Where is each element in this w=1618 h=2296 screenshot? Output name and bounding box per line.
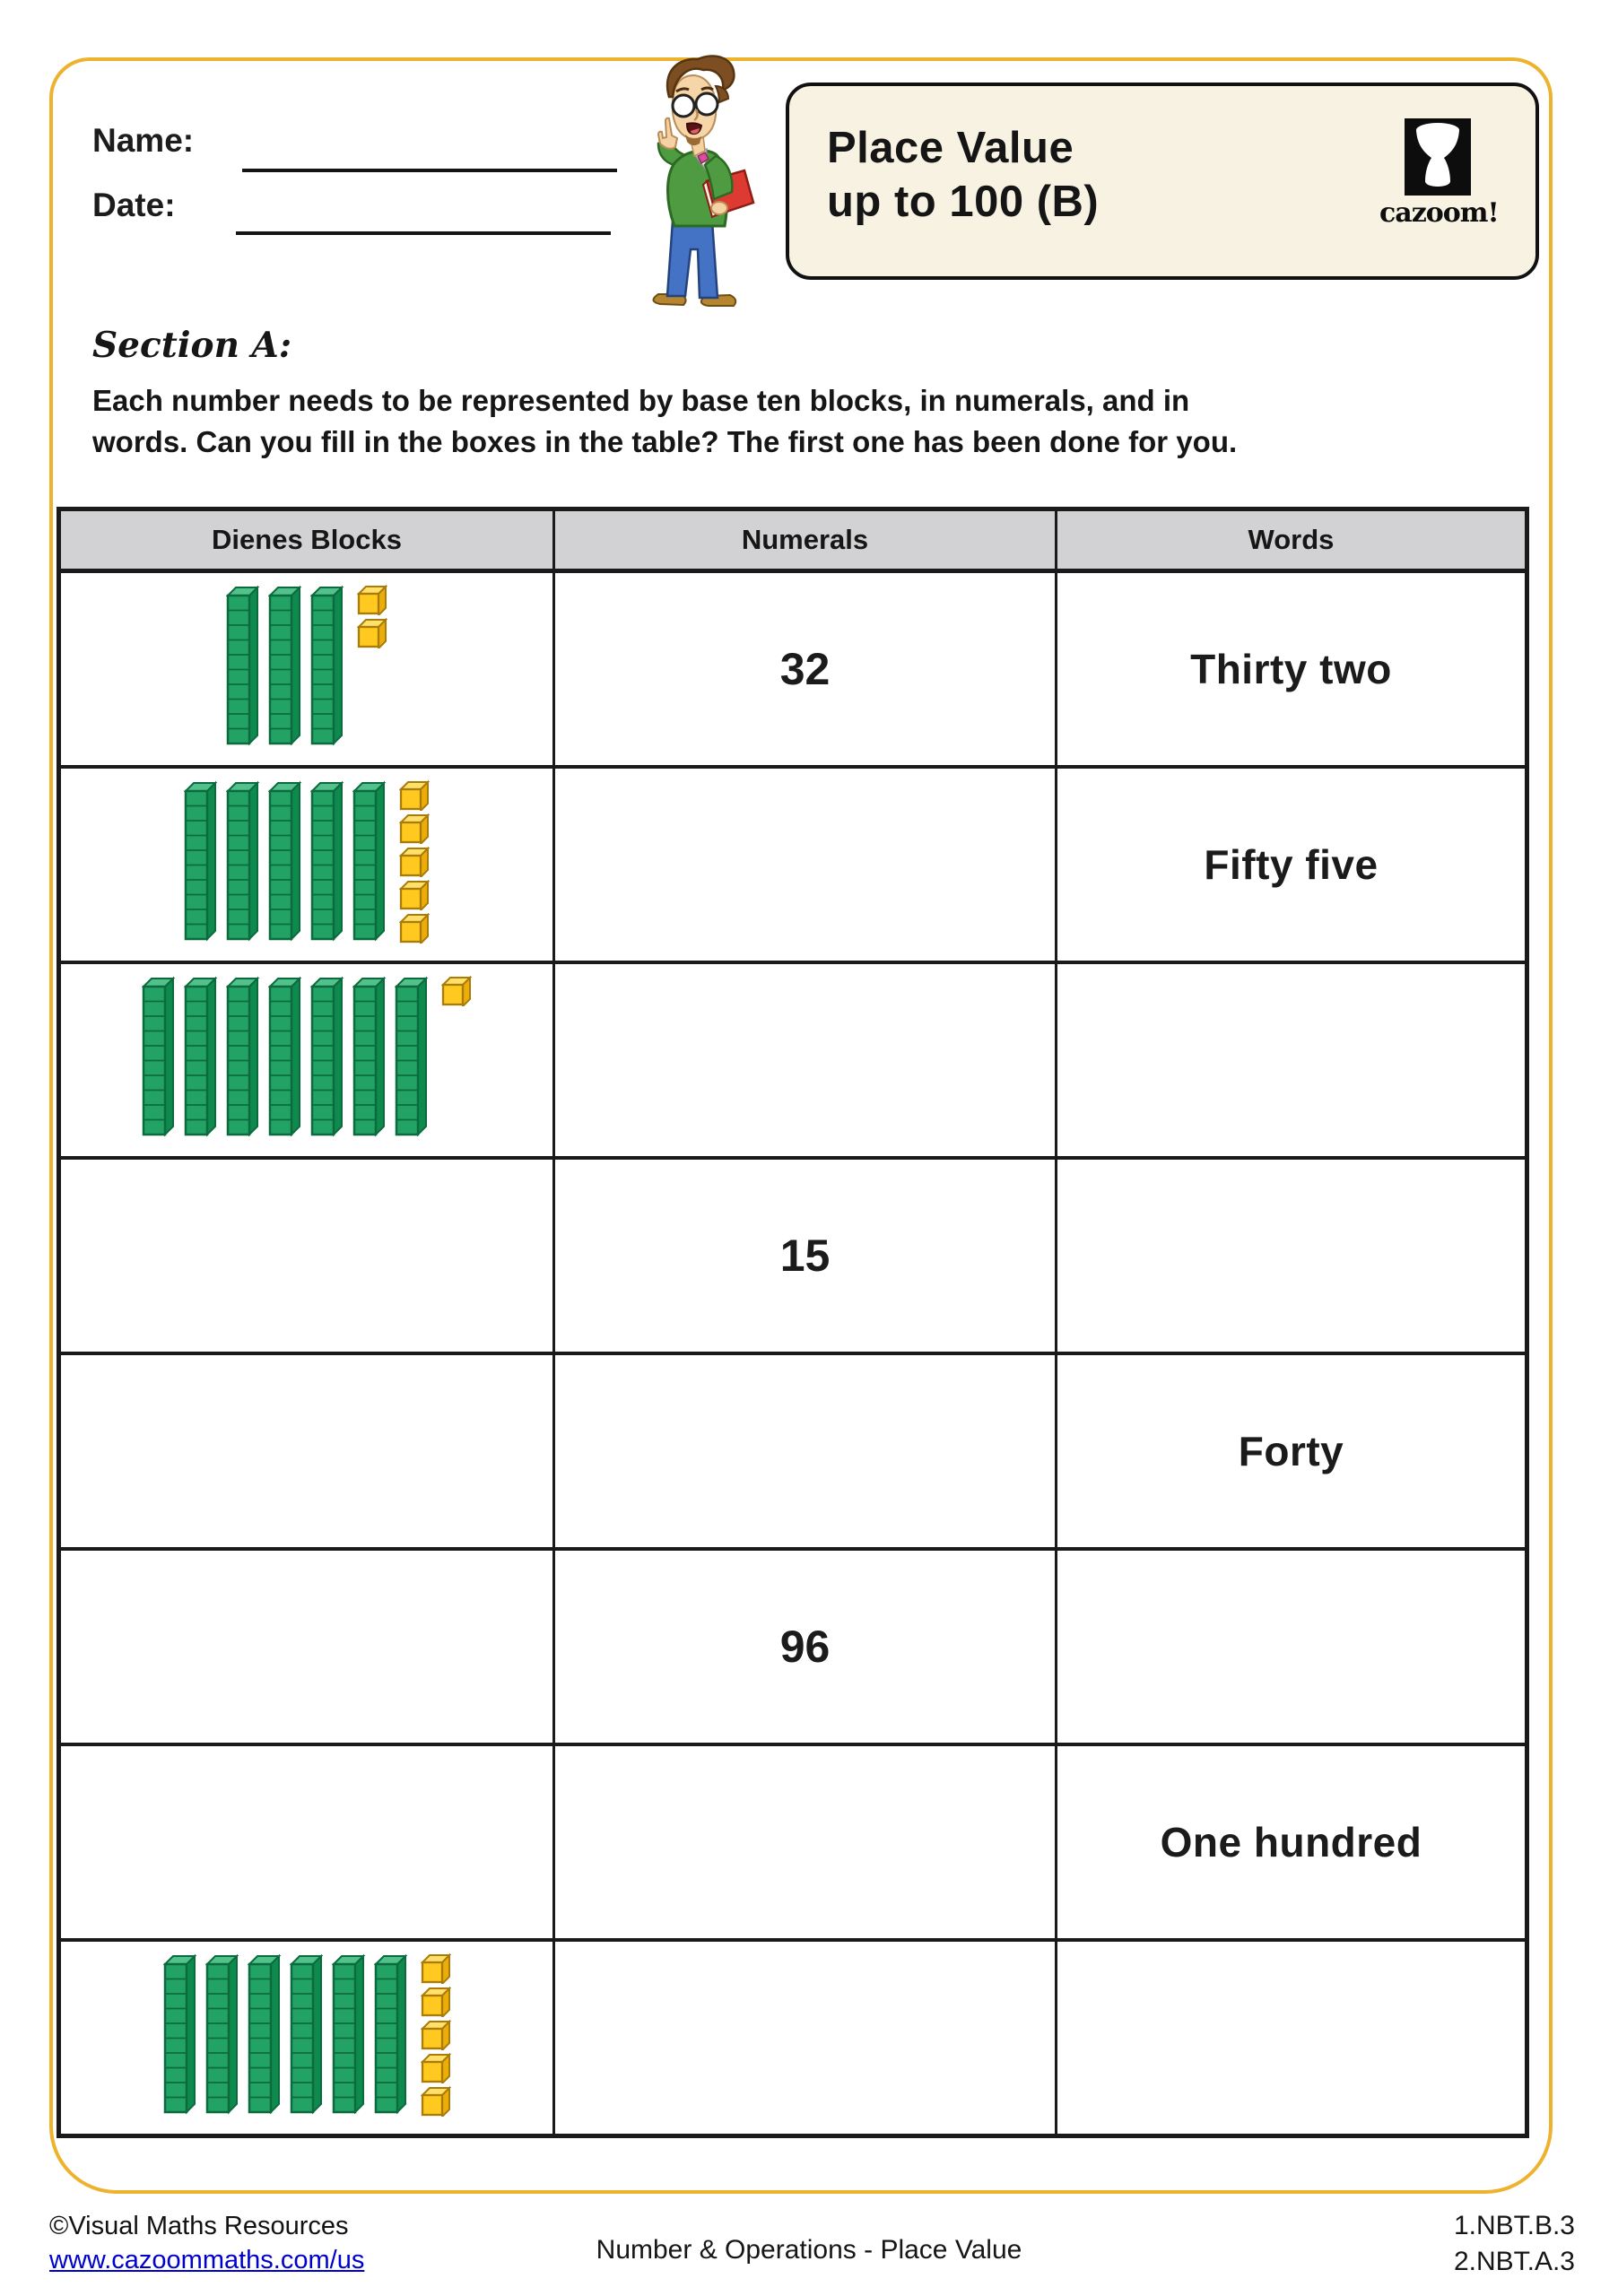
table-row bbox=[59, 1940, 1527, 2136]
cazoom-logo bbox=[1379, 118, 1499, 229]
numerals-value: 96 bbox=[779, 1622, 831, 1672]
words-cell bbox=[1057, 767, 1527, 962]
title-box bbox=[786, 83, 1539, 280]
empty-answer-cell bbox=[554, 1744, 1057, 1940]
tens-rod-icon bbox=[268, 585, 302, 753]
standard-code-2: 2.NBT.A.3 bbox=[1453, 2246, 1575, 2276]
table-header-row bbox=[59, 509, 1527, 571]
tens-rod-icon bbox=[184, 780, 218, 949]
empty-answer-cell bbox=[59, 1744, 554, 1940]
column-header-numerals: Numerals bbox=[554, 509, 1057, 571]
ones-cube-icon bbox=[399, 880, 430, 910]
words-value: One hundred bbox=[1160, 1819, 1422, 1866]
empty-answer-cell bbox=[1057, 962, 1527, 1158]
ones-cube-stack bbox=[421, 1953, 451, 2117]
ones-cube-icon bbox=[399, 913, 430, 944]
name-input-line[interactable] bbox=[242, 169, 617, 172]
empty-answer-cell bbox=[554, 767, 1057, 962]
dienes-blocks-group bbox=[61, 976, 552, 1144]
words-value: Thirty two bbox=[1190, 646, 1392, 692]
table-row bbox=[59, 962, 1527, 1158]
title-line-2: up to 100 (B) bbox=[827, 177, 1100, 226]
empty-answer-cell bbox=[1057, 1158, 1527, 1353]
words-value: Fifty five bbox=[1204, 841, 1379, 888]
table-row bbox=[59, 1158, 1527, 1353]
tens-rod-icon bbox=[395, 976, 429, 1144]
tens-rod-icon bbox=[184, 976, 218, 1144]
ones-cube-icon bbox=[421, 2053, 451, 2083]
table-row bbox=[59, 1353, 1527, 1549]
logo-wordmark: cazoom! bbox=[1379, 197, 1499, 229]
section-heading: Section A: bbox=[92, 325, 292, 366]
worksheet-table-body bbox=[59, 571, 1527, 2136]
table-row bbox=[59, 571, 1527, 768]
tens-rod-icon bbox=[163, 1953, 197, 2122]
ones-cube-icon bbox=[421, 2086, 451, 2117]
words-cell bbox=[1057, 571, 1527, 768]
instructions-line-2: words. Can you fill in the boxes in the table? The first one has been done for you. bbox=[92, 424, 1238, 458]
tens-rod-icon bbox=[310, 585, 344, 753]
ones-cube-icon bbox=[357, 618, 387, 648]
numerals-value: 15 bbox=[779, 1231, 831, 1281]
words-cell bbox=[1057, 1353, 1527, 1549]
numerals-cell bbox=[554, 571, 1057, 768]
empty-answer-cell bbox=[554, 1353, 1057, 1549]
tens-rod-icon bbox=[226, 585, 260, 753]
ones-cube-stack bbox=[399, 780, 430, 944]
empty-answer-cell bbox=[59, 1158, 554, 1353]
section-instructions bbox=[92, 380, 1237, 462]
place-value-table bbox=[57, 507, 1529, 2138]
dienes-blocks-cell bbox=[59, 571, 554, 768]
column-header-dienes-blocks: Dienes Blocks bbox=[59, 509, 554, 571]
teacher-illustration bbox=[619, 50, 803, 310]
ones-cube-icon bbox=[399, 780, 430, 811]
tens-rod-icon bbox=[226, 976, 260, 1144]
tens-rod-icon bbox=[205, 1953, 239, 2122]
dienes-blocks-group bbox=[61, 1953, 552, 2122]
tens-rod-icon bbox=[332, 1953, 366, 2122]
tens-rod-icon bbox=[374, 1953, 408, 2122]
tens-rod-icon bbox=[268, 780, 302, 949]
date-label: Date: bbox=[92, 187, 176, 223]
footer-topic: Number & Operations - Place Value bbox=[596, 2235, 1022, 2265]
tens-rod-icon bbox=[310, 780, 344, 949]
copyright-text: ©Visual Maths Resources bbox=[49, 2212, 349, 2240]
column-header-words: Words bbox=[1057, 509, 1527, 571]
ones-cube-stack bbox=[441, 976, 472, 1006]
standard-code-1: 1.NBT.B.3 bbox=[1453, 2211, 1575, 2240]
empty-answer-cell bbox=[59, 1549, 554, 1744]
website-link[interactable]: www.cazoommaths.com/us bbox=[49, 2245, 365, 2274]
dienes-blocks-cell bbox=[59, 962, 554, 1158]
name-label: Name: bbox=[92, 122, 195, 159]
dienes-blocks-cell bbox=[59, 1940, 554, 2136]
table-row bbox=[59, 1744, 1527, 1940]
table-row bbox=[59, 767, 1527, 962]
tens-rod-icon bbox=[310, 976, 344, 1144]
tens-rod-icon bbox=[248, 1953, 282, 2122]
empty-answer-cell bbox=[1057, 1940, 1527, 2136]
ones-cube-icon bbox=[357, 585, 387, 615]
ones-cube-icon bbox=[399, 847, 430, 877]
ones-cube-icon bbox=[441, 976, 472, 1006]
tens-rod-icon bbox=[352, 976, 387, 1144]
footer-standards bbox=[1454, 2208, 1575, 2279]
date-input-line[interactable] bbox=[236, 231, 611, 235]
tens-rod-icon bbox=[290, 1953, 324, 2122]
ones-cube-icon bbox=[399, 813, 430, 844]
words-cell bbox=[1057, 1744, 1527, 1940]
tens-rod-icon bbox=[142, 976, 176, 1144]
tens-rod-icon bbox=[352, 780, 387, 949]
worksheet-title bbox=[827, 122, 1099, 230]
empty-answer-cell bbox=[1057, 1549, 1527, 1744]
numerals-cell bbox=[554, 1549, 1057, 1744]
table-row bbox=[59, 1549, 1527, 1744]
ones-cube-icon bbox=[421, 1987, 451, 2017]
numerals-value: 32 bbox=[779, 644, 831, 694]
title-line-1: Place Value bbox=[827, 124, 1074, 172]
ones-cube-icon bbox=[421, 2020, 451, 2050]
empty-answer-cell bbox=[554, 1940, 1057, 2136]
djembe-drum-icon bbox=[1405, 118, 1471, 196]
dienes-blocks-group bbox=[61, 780, 552, 949]
instructions-line-1: Each number needs to be represented by base ten blocks, in numerals, and in bbox=[92, 384, 1190, 417]
tens-rod-icon bbox=[226, 780, 260, 949]
empty-answer-cell bbox=[59, 1353, 554, 1549]
numerals-cell bbox=[554, 1158, 1057, 1353]
empty-answer-cell bbox=[554, 962, 1057, 1158]
tens-rod-icon bbox=[268, 976, 302, 1144]
dienes-blocks-group bbox=[61, 585, 552, 753]
words-value: Forty bbox=[1238, 1428, 1344, 1474]
ones-cube-stack bbox=[357, 585, 387, 648]
dienes-blocks-cell bbox=[59, 767, 554, 962]
ones-cube-icon bbox=[421, 1953, 451, 1984]
